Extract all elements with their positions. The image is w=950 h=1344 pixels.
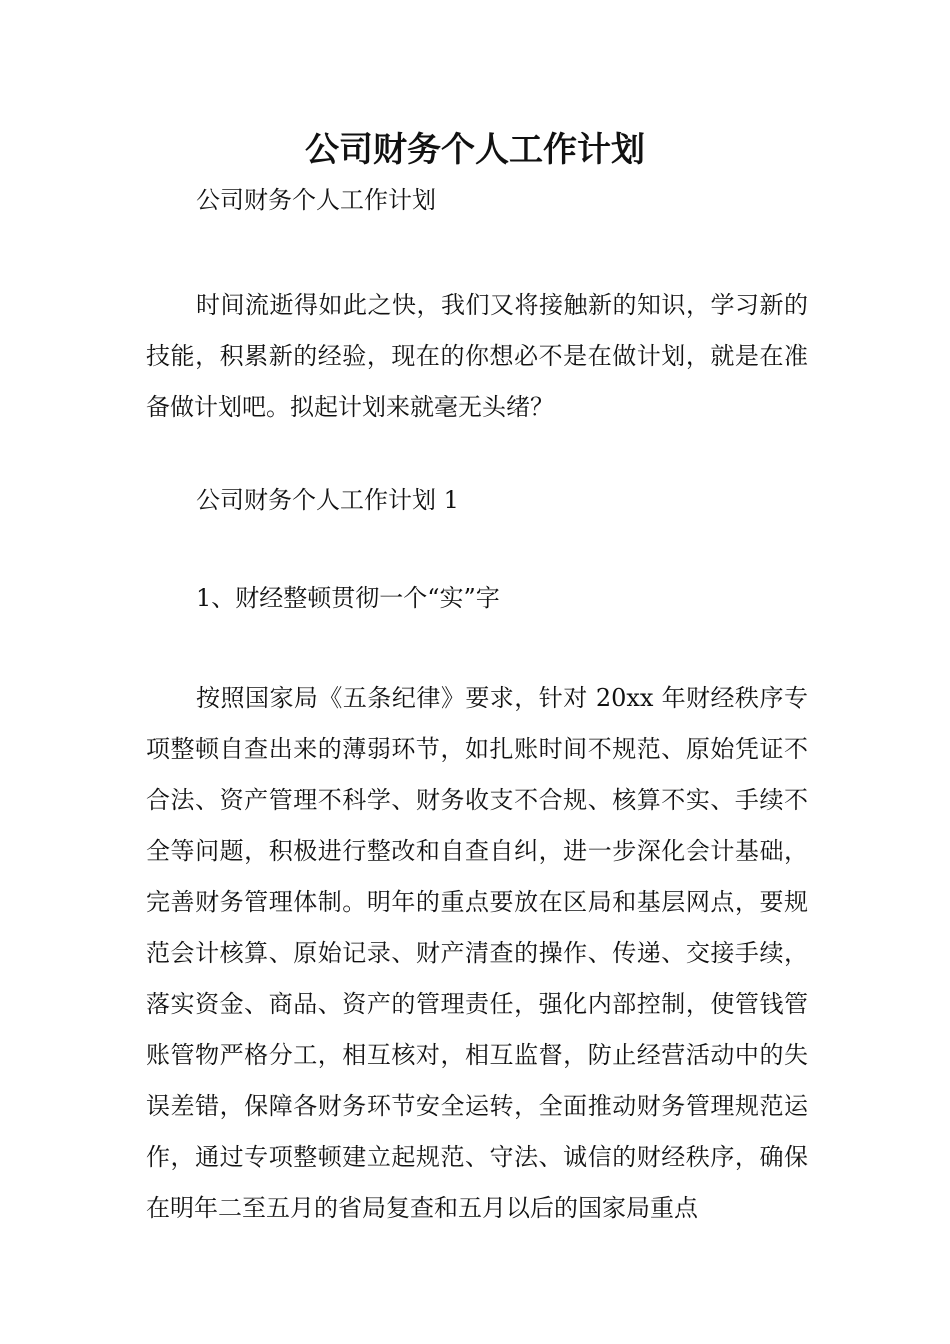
document-title: 公司财务个人工作计划: [305, 130, 645, 170]
item-heading: 1、财经整顿贯彻一个“实”字: [196, 584, 500, 612]
section-heading: 公司财务个人工作计划 1: [196, 486, 459, 514]
body-paragraph: 按照国家局《五条纪律》要求，针对 20xx 年财经秩序专项整顿自查出来的薄弱环节，如扎账时间不规范、原始凭证不合法、资产管理不科学、财务收支不合规、核算不实、手续不全等问题，积极进行整改和自查自纠，进一步深化会计基础，完善财务管理体制。明年的重点要放在区局和基层网点，要规范会计核算、原始记录、财产清查的操作、传递、交接手续，落实资金、商品、资产的管理责任，强化内部控制，使管钱管账管物严格分工，相互核对，相互监督，防止经营活动中的失误差错，保障各财务环节安全运转，全面推动财务管理规范运作，通过专项整顿建立起规范、守法、诚信的财经秩序，确保在明年二至五月的省局复查和五月以后的国家局重点: [146, 684, 808, 1222]
document-subtitle: 公司财务个人工作计划: [196, 186, 436, 214]
intro-paragraph: 时间流逝得如此之快，我们又将接触新的知识，学习新的技能，积累新的经验，现在的你想必不是在做计划，就是在准备做计划吧。拟起计划来就毫无头绪？: [146, 291, 808, 421]
